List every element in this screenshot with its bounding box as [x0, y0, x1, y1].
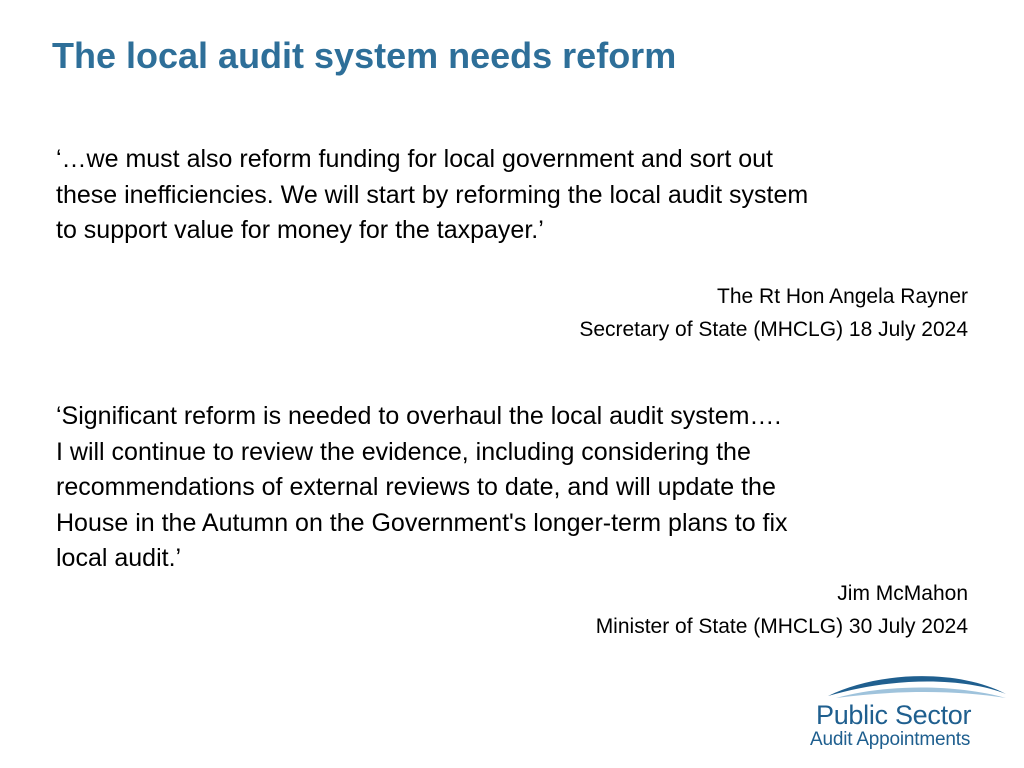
slide-title: The local audit system needs reform	[52, 35, 677, 76]
quote-line: House in the Autumn on the Government's longer-term plans to fix	[56, 508, 788, 537]
psaa-logo	[806, 668, 1010, 758]
quote-line: these inefficiencies. We will start by reforming the local audit system	[56, 180, 809, 209]
attribution-mcmahon	[596, 577, 968, 643]
attribution-rayner	[579, 280, 968, 346]
quote-rayner	[56, 142, 976, 249]
attribution-role: Secretary of State (MHCLG) 18 July 2024	[579, 318, 968, 341]
logo-text-line2: Audit Appointments	[810, 729, 971, 750]
attribution-name: Jim McMahon	[837, 582, 968, 605]
quote-line: I will continue to review the evidence, including considering the	[56, 437, 751, 466]
attribution-name: The Rt Hon Angela Rayner	[717, 285, 968, 308]
quote-line: ‘Significant reform is needed to overhaul the local audit system….	[56, 402, 782, 430]
quote-line: local audit.’	[56, 544, 182, 572]
quote-line: ‘…we must also reform funding for local government and sort out	[56, 145, 774, 173]
quote-line: recommendations of external reviews to date, and will update the	[56, 473, 776, 501]
quote-line: to support value for money for the taxpayer.’	[56, 216, 544, 244]
attribution-role: Minister of State (MHCLG) 30 July 2024	[595, 615, 968, 638]
quote-mcmahon	[56, 399, 976, 577]
logo-text-line1: Public Sector	[816, 700, 972, 730]
